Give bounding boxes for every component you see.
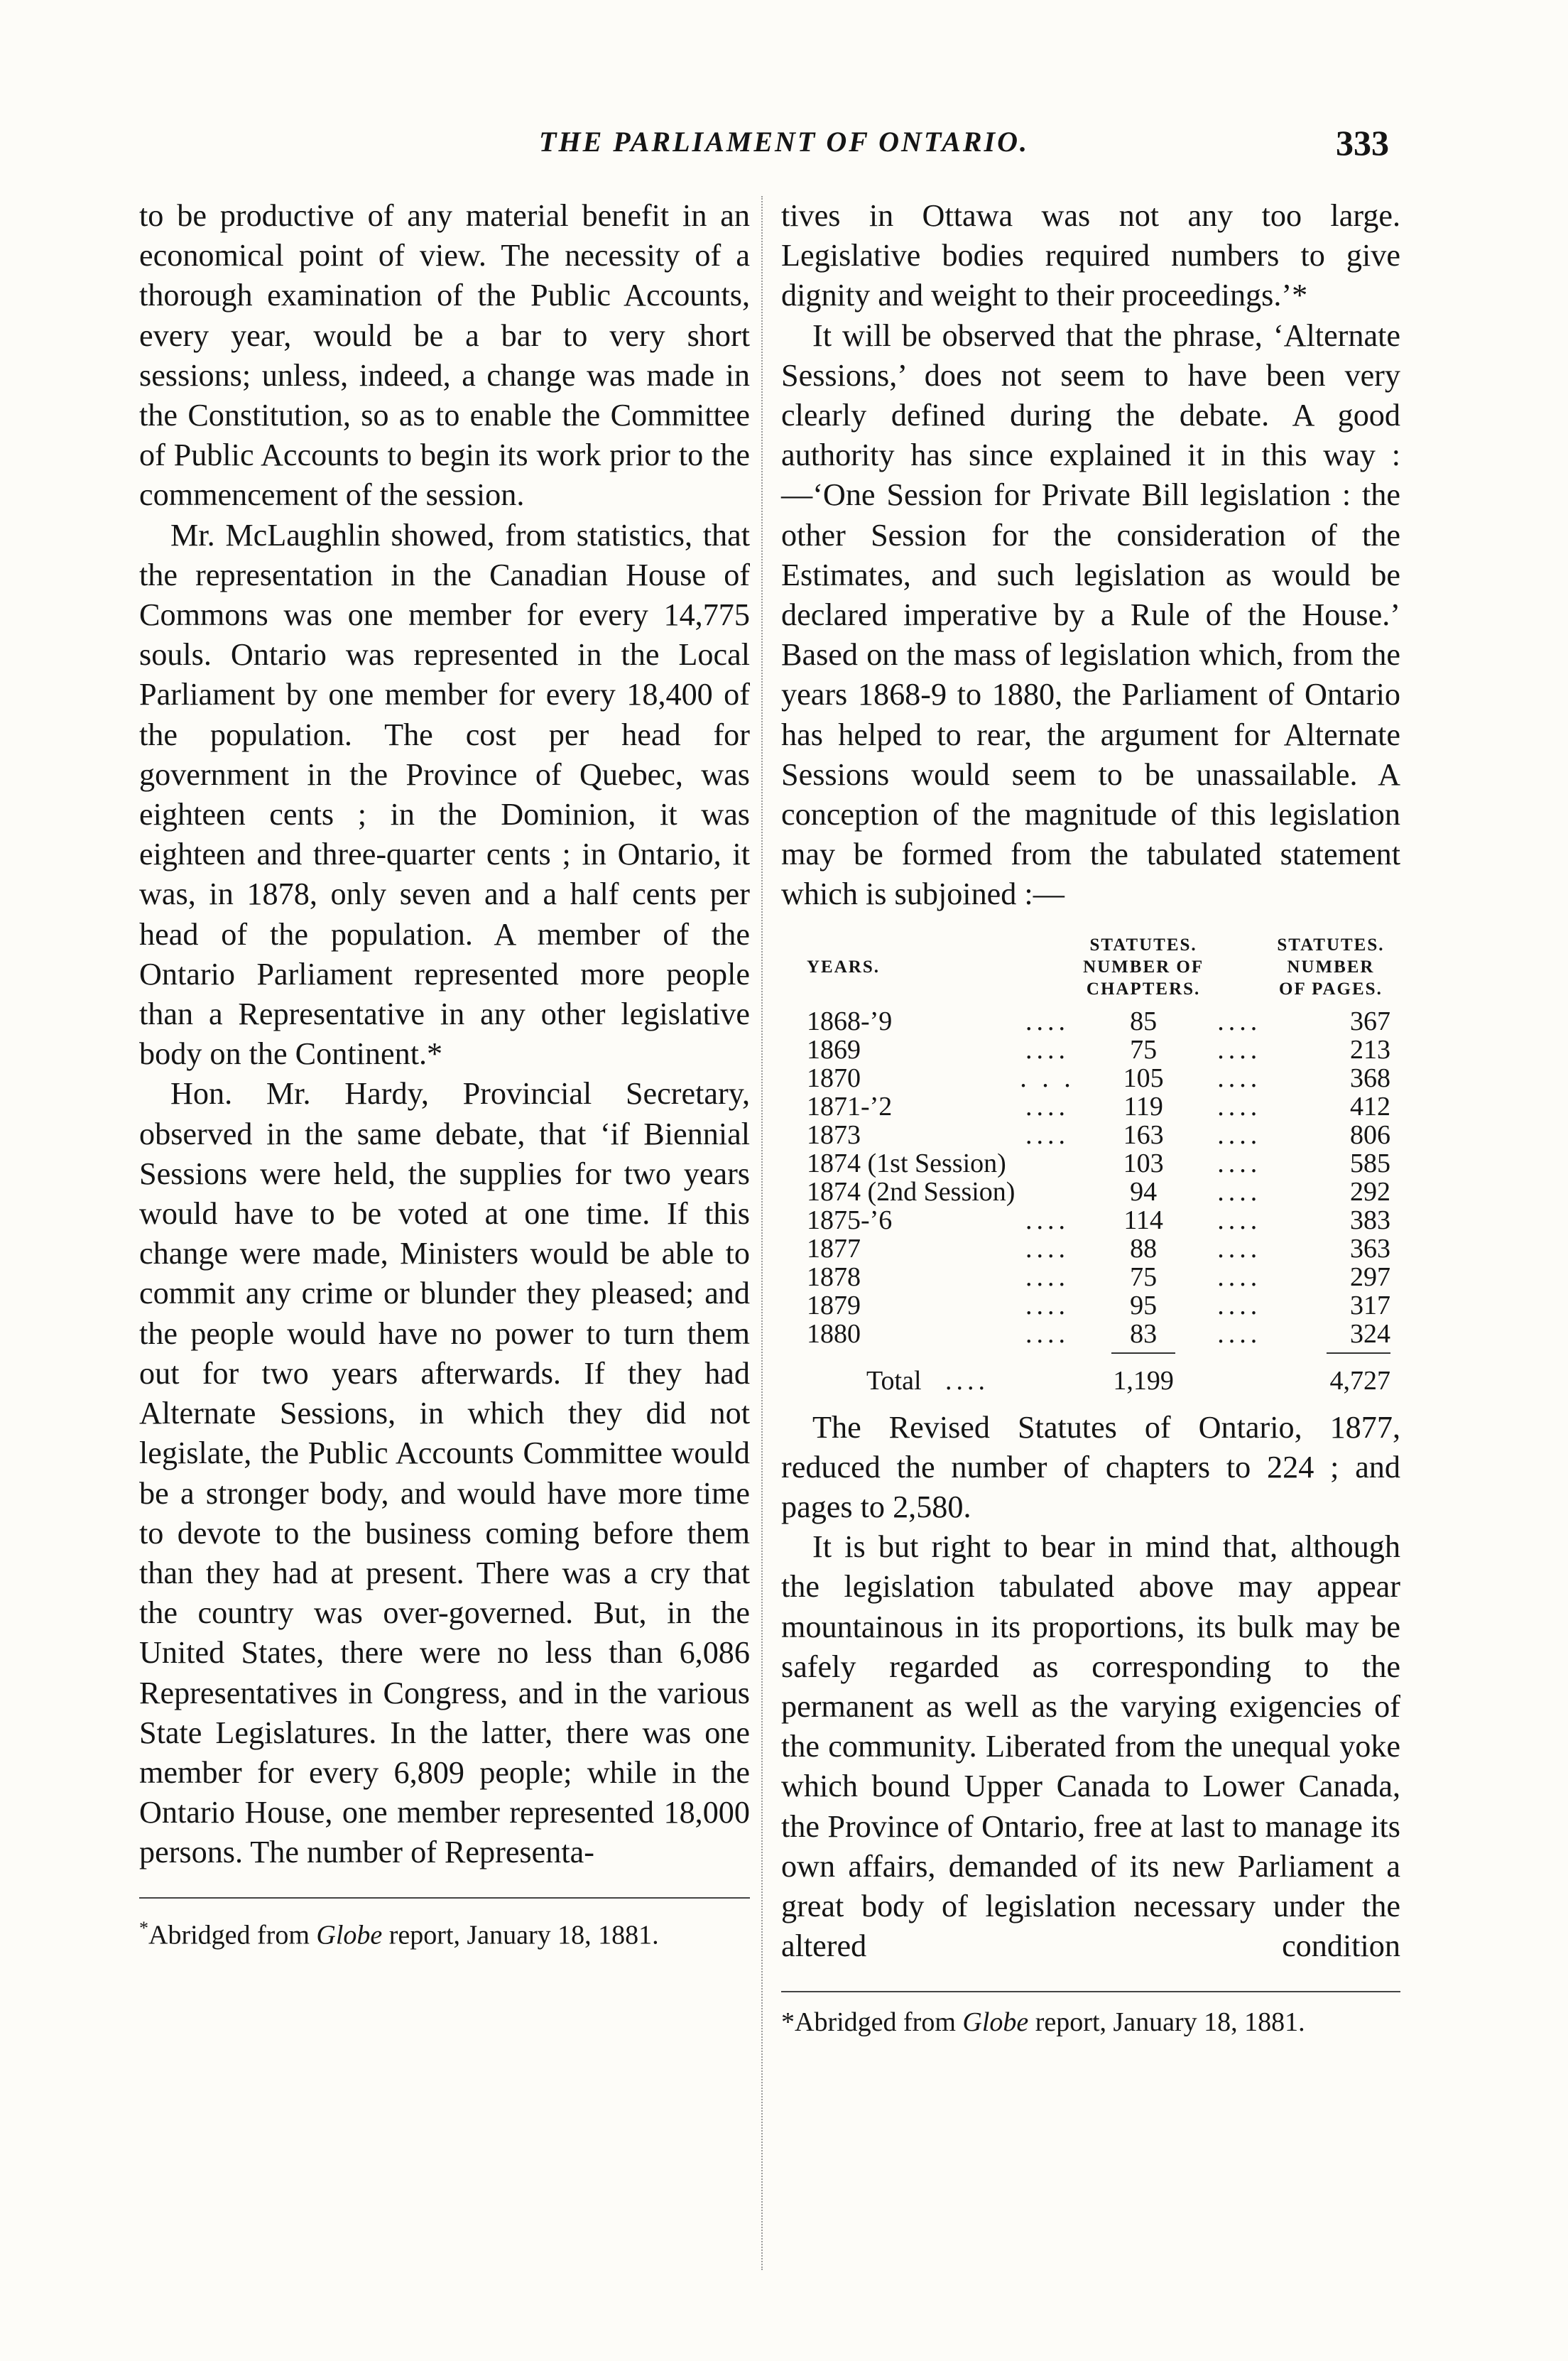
column-divider [761,196,764,2270]
table-cell-leader: .... [1025,1261,1069,1292]
table-cell-pages: 585 [1350,1148,1390,1178]
table-cell-chapters: 163 [1123,1119,1164,1150]
table-row [781,1007,1400,1036]
header-pages [1270,933,1400,1007]
footnote-rule-right [781,1991,1400,1992]
table-cell-pages: 213 [1350,1034,1390,1065]
table-cell-chapters: 83 [1130,1318,1158,1349]
table-cell-leader: .... [1217,1205,1262,1235]
table-cell-year: 1880 [807,1318,861,1349]
table-row [781,1178,1400,1206]
paragraph-hardy: Hon. Mr. Hardy, Provincial Secretary, observed in the same debate, that ‘if Biennial Sessions were held, the supplies for two years would have to be voted at one time. If this change were made, Ministers would be able to commit any crime or blunder they pleased; and the people would have no power to turn them out for two years afterwards. If they had Alternate Sessions, in which they did not legislate, the Public Accounts Committee would be a stronger body, and would have more time to devote to the business coming before them than they had at present. There was a cry that the country was over-governed. But, in the United States, there were no less than 6,086 Representatives in Congress, and in the various State Legislatures. In the latter, there was one member for every 6,809 people; while in the Ontario House, one member represented 18,000 persons. The number of Representa- [139,1076,750,1870]
table-cell-chapters: 75 [1130,1034,1158,1065]
footnote-mark: * [139,1917,148,1938]
right-column [781,196,1400,2038]
table-row [781,1291,1400,1320]
footnote-source-right: Globe [962,2007,1029,2037]
table-cell-leader: .... [1025,1006,1069,1036]
table-row [781,1036,1400,1064]
table-cell-chapters: 85 [1130,1006,1158,1036]
table-cell-leader: .... [1217,1148,1262,1178]
table-cell-leader: .... [1217,1034,1262,1065]
table-row [781,1320,1400,1348]
table-body [781,1007,1400,1348]
table-cell-pages: 324 [1350,1318,1390,1349]
table-cell-leader: .... [1217,1261,1262,1292]
total-dots: .... [945,1365,990,1396]
table-cell-pages: 806 [1350,1119,1390,1150]
table-cell-leader: .... [1025,1205,1069,1235]
table-cell-year: 1868-’9 [807,1006,893,1036]
paragraph-representatives: tives in Ottawa was not any too large. Legislative bodies required numbers to give dignity and weight to their proceedings.’* [781,198,1400,313]
footnote [139,1913,750,1951]
paragraph-mclaughlin: Mr. McLaughlin showed, from statistics, that the representation in the Canadian House of Commons was one member for every 14,775 souls. Ontario was represented in the Local Parliament by one member for every 18,400 of the population. The cost per head for government in the Province of Quebec, was eighteen cents ; in the Dominion, it was eighteen and three-quarter cents ; in Ontario, it was, in 1878, only seven and a half cents per head of the population. A member of the Ontario Parliament represented more people than a Representative in any other legislative body on the Continent.* [139,517,750,1072]
paragraph-revised-statutes: The Revised Statutes of Ontario, 1877, reduced the number of chapters to 224 ; and pages to 2,580. [781,1409,1400,1525]
table-cell-year: 1871-’2 [807,1091,893,1122]
header-years: YEARS. [807,957,880,977]
left-column [139,196,750,1950]
table-cell-leader: .... [1217,1318,1262,1349]
table-cell-chapters: 75 [1130,1261,1158,1292]
table-cell-year: 1874 (1st Session) [807,1148,1006,1178]
table-cell-chapters: 88 [1130,1233,1158,1264]
table-row [781,1121,1400,1149]
table-cell-chapters: 114 [1123,1205,1163,1235]
header-pages-line1: STATUTES. [1277,935,1385,955]
table-cell-year: 1869 [807,1034,861,1065]
table-cell-chapters: 119 [1123,1091,1163,1122]
table-cell-year: 1878 [807,1261,861,1292]
header-chapters-line2: NUMBER OF [1083,957,1204,977]
page-number: 333 [1336,123,1389,163]
table-cell-leader: .... [1217,1091,1262,1122]
table-total-row [781,1348,1400,1395]
footnote-tail: report, January 18, 1881. [382,1920,659,1950]
table-cell-leader: . . . [1020,1063,1075,1093]
table-cell-leader: .... [1217,1119,1262,1150]
table-row [781,1149,1400,1178]
total-label: Total [866,1365,922,1396]
running-header-title: THE PARLIAMENT OF ONTARIO. [539,126,1029,158]
table-cell-chapters: 105 [1123,1063,1164,1093]
table-cell-leader: .... [1025,1034,1069,1065]
table-cell-pages: 317 [1350,1290,1390,1320]
table-cell-year: 1875-’6 [807,1205,893,1235]
table-cell-chapters: 94 [1130,1176,1158,1207]
table-cell-leader: .... [1025,1290,1069,1320]
footnote-text: Abridged from [148,1920,317,1950]
table-cell-pages: 363 [1350,1233,1390,1264]
total-chapters: 1,199 [1113,1365,1174,1396]
table-cell-pages: 368 [1350,1063,1390,1093]
table-cell-leader: .... [1217,1176,1262,1207]
footnote-source: Globe [316,1920,383,1950]
table-cell-leader: .... [1025,1119,1069,1150]
table-cell-chapters: 103 [1123,1148,1164,1178]
table-cell-chapters: 95 [1130,1290,1158,1320]
table-cell-pages: 297 [1350,1261,1390,1292]
table-row [781,1234,1400,1263]
table-cell-year: 1879 [807,1290,861,1320]
table-cell-pages: 292 [1350,1176,1390,1207]
footnote-right [781,2007,1400,2038]
table-cell-year: 1874 (2nd Session) [807,1176,1016,1207]
table-cell-pages: 383 [1350,1205,1390,1235]
table-cell-leader: .... [1025,1318,1069,1349]
table-cell-leader: .... [1217,1006,1262,1036]
table-cell-pages: 367 [1350,1006,1390,1036]
table-cell-pages: 412 [1350,1091,1390,1122]
table-header-row [781,933,1400,1007]
footnote-mark-right: * [781,2007,795,2037]
table-row [781,1064,1400,1092]
paragraph-legislation: It is but right to bear in mind that, although the legislation tabulated above may appear mountainous in its proportions, its bulk may be safely regarded as corresponding to the permanent as well as the varying exigencies of the community. Liberated from the unequal yoke which bound Upper Canada to Lower Canada, the Province of Ontario, free at last to manage its own affairs, demanded of its new Parliament a great body of legislation necessary under the altered condition [781,1529,1400,1964]
table-row [781,1263,1400,1291]
header-pages-line3: OF PAGES. [1279,979,1383,999]
table-cell-leader: .... [1025,1233,1069,1264]
paragraph-continuation: to be productive of any material benefit in an economical point of view. The necessity of a thorough examination of the Public Accounts, every year, would be a bar to very short sessions; unless, indeed, a change was made in the Constitution, so as to enable the Committee of Public Accounts to begin its work prior to the commencement of the session. [139,198,750,513]
footnote-text-right: Abridged from [795,2007,963,2037]
total-pages: 4,727 [1329,1365,1390,1396]
footnote-tail-right: report, January 18, 1881. [1028,2007,1305,2037]
table-cell-leader: .... [1217,1063,1262,1093]
table-cell-leader: .... [1025,1091,1069,1122]
header-chapters-line1: STATUTES. [1089,935,1197,955]
table-cell-year: 1877 [807,1233,861,1264]
table-row [781,1092,1400,1121]
table-row [781,1206,1400,1234]
header-chapters [1079,933,1209,1007]
table-cell-leader: .... [1217,1290,1262,1320]
statutes-table [781,933,1400,1395]
footnote-rule [139,1897,750,1899]
header-pages-line2: NUMBER [1287,957,1375,977]
paragraph-alternate-sessions: It will be observed that the phrase, ‘Alternate Sessions,’ does not seem to have been very clearly defined during the debate. A good authority has since explained it in this way :—‘One Session for Private Bill legislation : the other Session for the consideration of the Estimates, and such legislation as would be declared imperative by a Rule of the House.’ Based on the mass of legislation which, from the years 1868-9 to 1880, the Parliament of Ontario has helped to rear, the argument for Alternate Sessions would seem to be unassailable. A conception of the magnitude of this legislation may be formed from the tabulated statement which is subjoined :— [781,317,1400,912]
header-chapters-line3: CHAPTERS. [1086,979,1201,999]
table-cell-year: 1873 [807,1119,861,1150]
table-cell-leader: .... [1217,1233,1262,1264]
table-cell-year: 1870 [807,1063,861,1093]
